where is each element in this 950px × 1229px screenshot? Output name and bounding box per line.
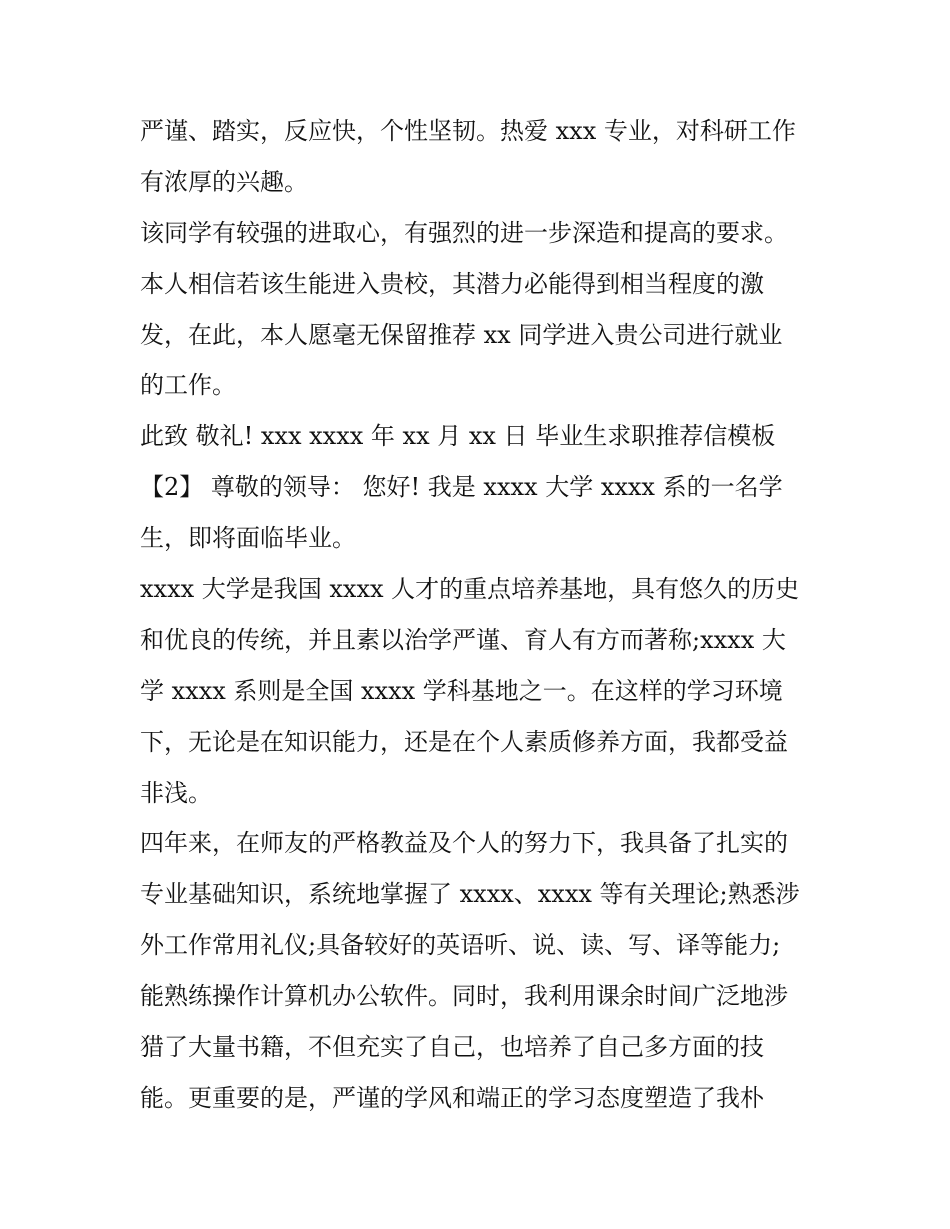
text-line: 外工作常用礼仪;具备较好的英语听、说、读、写、译等能力; xyxy=(140,931,781,960)
text-line: 本人相信若该生能进入贵校，其潜力必能得到相当程度的激 xyxy=(140,269,764,298)
text-line: 专业基础知识，系统地掌握了 xxxx、xxxx 等有关理论;熟悉涉 xyxy=(140,880,800,909)
text-line: 猎了大量书籍，不但充实了自己，也培养了自己多方面的技 xyxy=(140,1033,764,1062)
text-line: 此致 敬礼! xxx xxxx 年 xx 月 xx 日 毕业生求职推荐信模板 xyxy=(140,422,776,451)
text-line: 【2】 尊敬的领导： 您好! 我是 xxxx 大学 xxxx 系的一名学 xyxy=(140,473,783,502)
text-line: 该同学有较强的进取心，有强烈的进一步深造和提高的要求。 xyxy=(140,218,788,247)
text-line: 有浓厚的兴趣。 xyxy=(140,167,308,196)
text-line: 能。更重要的是，严谨的学风和端正的学习态度塑造了我朴 xyxy=(140,1083,764,1112)
text-line: 能熟练操作计算机办公软件。同时，我利用课余时间广泛地涉 xyxy=(140,982,788,1011)
text-line: 学 xxxx 系则是全国 xxxx 学科基地之一。在这样的学习环境 xyxy=(140,676,783,705)
text-line: 非浅。 xyxy=(140,778,212,807)
text-line: 的工作。 xyxy=(140,371,236,400)
text-line: 严谨、踏实，反应快，个性坚韧。热爱 xxx 专业，对科研工作 xyxy=(140,117,796,145)
text-line: 生，即将面临毕业。 xyxy=(140,524,356,553)
text-line: 和优良的传统，并且素以治学严谨、育人有方而著称;xxxx 大 xyxy=(140,625,786,654)
text-line: 发，在此，本人愿毫无保留推荐 xx 同学进入贵公司进行就业 xyxy=(140,320,783,349)
document-body xyxy=(140,106,820,1124)
text-line: 四年来，在师友的严格教益及个人的努力下，我具备了扎实的 xyxy=(140,829,788,858)
text-line: xxxx 大学是我国 xxxx 人才的重点培养基地，具有悠久的历史 xyxy=(140,575,800,604)
text-line: 下，无论是在知识能力，还是在个人素质修养方面，我都受益 xyxy=(140,727,788,756)
